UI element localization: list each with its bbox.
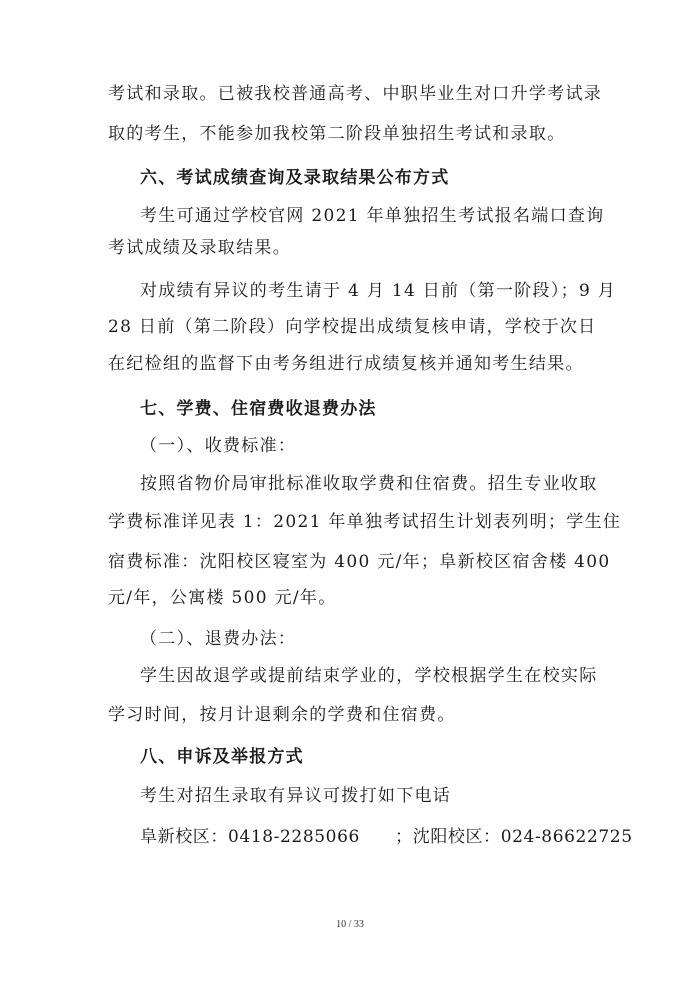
section-7-p1-line-3: 宿费标准：沈阳校区寝室为 400 元/年；阜新校区宿舍楼 400 xyxy=(108,552,611,572)
section-7-p2-line-2: 学习时间，按月计退剩余的学费和住宿费。 xyxy=(108,705,456,725)
section-7-p1-line-4: 元/年，公寓楼 500 元/年。 xyxy=(108,588,337,608)
page-number: 10 / 33 xyxy=(336,919,364,930)
section-7-p1-line-2: 学费标准详见表 1：2021 年单独考试招生计划表列明；学生住 xyxy=(108,512,622,532)
section-6-p2-line-3: 在纪检组的监督下由考务组进行成绩复核并通知考生结果。 xyxy=(108,354,584,374)
section-8-p1: 考生对招生录取有异议可拨打如下电话 xyxy=(140,786,452,806)
section-6-p1-line-1: 考生可通过学校官网 2021 年单独招生考试报名端口查询 xyxy=(140,206,605,226)
section-6-p2-line-2: 28 日前（第二阶段）向学校提出成绩复核申请，学校于次日 xyxy=(108,317,597,337)
section-6-p1-line-2: 考试成绩及录取结果。 xyxy=(108,238,291,258)
section-8-phone-numbers: 阜新校区：0418-2285066 ；沈阳校区：024-86622725 xyxy=(140,827,633,847)
paragraph-cont-line-2: 取的考生，不能参加我校第二阶段单独招生考试和录取。 xyxy=(108,124,566,144)
section-7-heading: 七、学费、住宿费收退费办法 xyxy=(140,399,377,419)
section-7-sub-1: （一）、收费标准： xyxy=(140,436,297,456)
section-8-heading: 八、申诉及举报方式 xyxy=(140,747,304,767)
section-6-p2-line-1: 对成绩有异议的考生请于 4 月 14 日前（第一阶段）；9 月 xyxy=(140,281,617,301)
section-7-p2-line-1: 学生因故退学或提前结束学业的，学校根据学生在校实际 xyxy=(140,666,598,686)
section-7-sub-2: （二）、退费办法： xyxy=(140,629,297,649)
section-6-heading: 六、考试成绩查询及录取结果公布方式 xyxy=(140,168,450,188)
section-7-p1-line-1: 按照省物价局审批标准收取学费和住宿费。招生专业收取 xyxy=(140,474,598,494)
paragraph-cont-line-1: 考试和录取。已被我校普通高考、中职毕业生对口升学考试录 xyxy=(108,84,603,104)
